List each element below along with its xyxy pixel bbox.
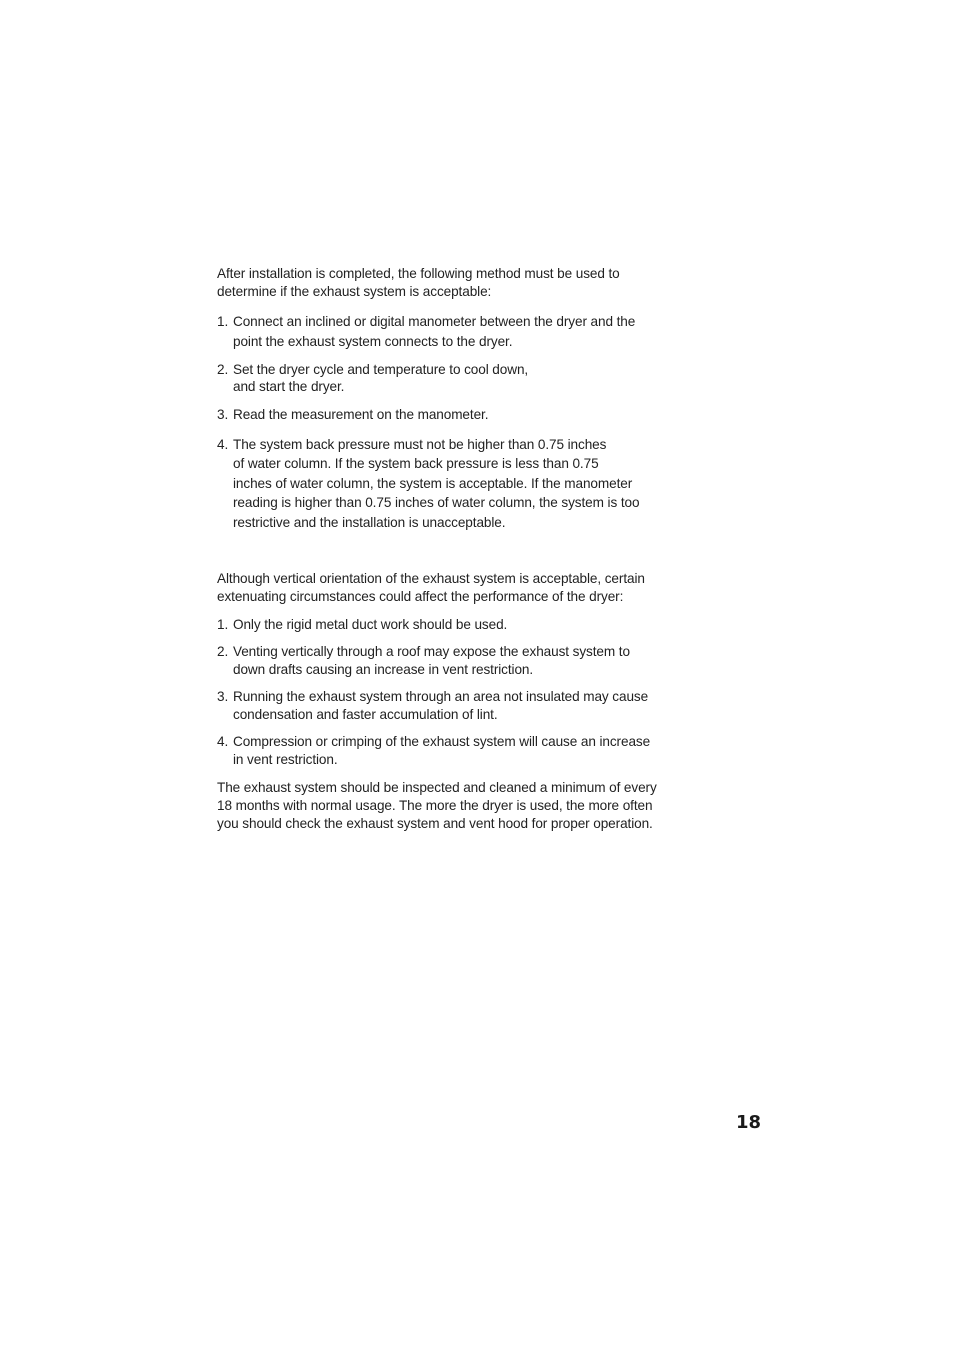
list-item-number: 3.	[217, 689, 229, 704]
list-item-number: 1.	[217, 617, 229, 632]
list-item	[217, 688, 717, 724]
text-line: Only the rigid metal duct work should be used.	[233, 617, 508, 632]
text-line: you should check the exhaust system and vent hood for proper operation.	[217, 816, 653, 831]
text-line: Read the measurement on the manometer.	[233, 407, 489, 422]
page-number: 18	[736, 1112, 762, 1133]
list-item	[217, 616, 717, 634]
vertical-orientation-intro	[217, 570, 717, 606]
exhaust-test-steps	[217, 312, 717, 532]
list-item	[217, 435, 717, 533]
list-item	[217, 312, 717, 351]
text-line: The exhaust system should be inspected and cleaned a minimum of every	[217, 780, 657, 795]
text-line: Set the dryer cycle and temperature to cool down,	[233, 362, 529, 377]
text-line: in vent restriction.	[233, 752, 338, 767]
text-line: down drafts causing an increase in vent restriction.	[233, 662, 534, 677]
text-line: condensation and faster accumulation of lint.	[233, 707, 498, 722]
text-line: of water column. If the system back pressure is less than 0.75	[233, 456, 599, 471]
text-line: reading is higher than 0.75 inches of water column, the system is too	[233, 495, 640, 510]
text-line: Connect an inclined or digital manometer between the dryer and the	[233, 314, 636, 329]
text-line: inches of water column, the system is acceptable. If the manometer	[233, 475, 633, 491]
text-line: Venting vertically through a roof may expose the exhaust system to	[233, 644, 630, 659]
text-line: determine if the exhaust system is acceptable:	[217, 284, 492, 299]
text-line: extenuating circumstances could affect the performance of the dryer:	[217, 589, 624, 604]
text-line: Compression or crimping of the exhaust system will cause an increase	[233, 734, 651, 749]
list-item-number: 4.	[217, 734, 229, 749]
vertical-orientation-factors	[217, 616, 717, 769]
list-item	[217, 733, 717, 769]
exhaust-test-intro	[217, 265, 717, 301]
list-item-number: 2.	[217, 362, 229, 377]
list-item	[217, 361, 717, 395]
text-line: The system back pressure must not be higher than 0.75 inches	[233, 436, 607, 452]
text-line: point the exhaust system connects to the dryer.	[233, 333, 513, 349]
text-line: After installation is completed, the following method must be used to	[217, 266, 620, 281]
maintenance-note	[217, 779, 717, 833]
text-line: Although vertical orientation of the exhaust system is acceptable, certain	[217, 571, 645, 586]
page-content	[217, 265, 717, 833]
text-line: 18 months with normal usage. The more the dryer is used, the more often	[217, 798, 653, 813]
text-line: Running the exhaust system through an area not insulated may cause	[233, 689, 649, 704]
list-item-number: 1.	[217, 314, 229, 329]
list-item	[217, 405, 717, 425]
list-item-number: 4.	[217, 436, 229, 452]
list-item	[217, 643, 717, 679]
text-line: restrictive and the installation is unacceptable.	[233, 514, 506, 530]
list-item-number: 3.	[217, 407, 229, 422]
text-line: and start the dryer.	[233, 379, 345, 394]
list-item-number: 2.	[217, 644, 229, 659]
